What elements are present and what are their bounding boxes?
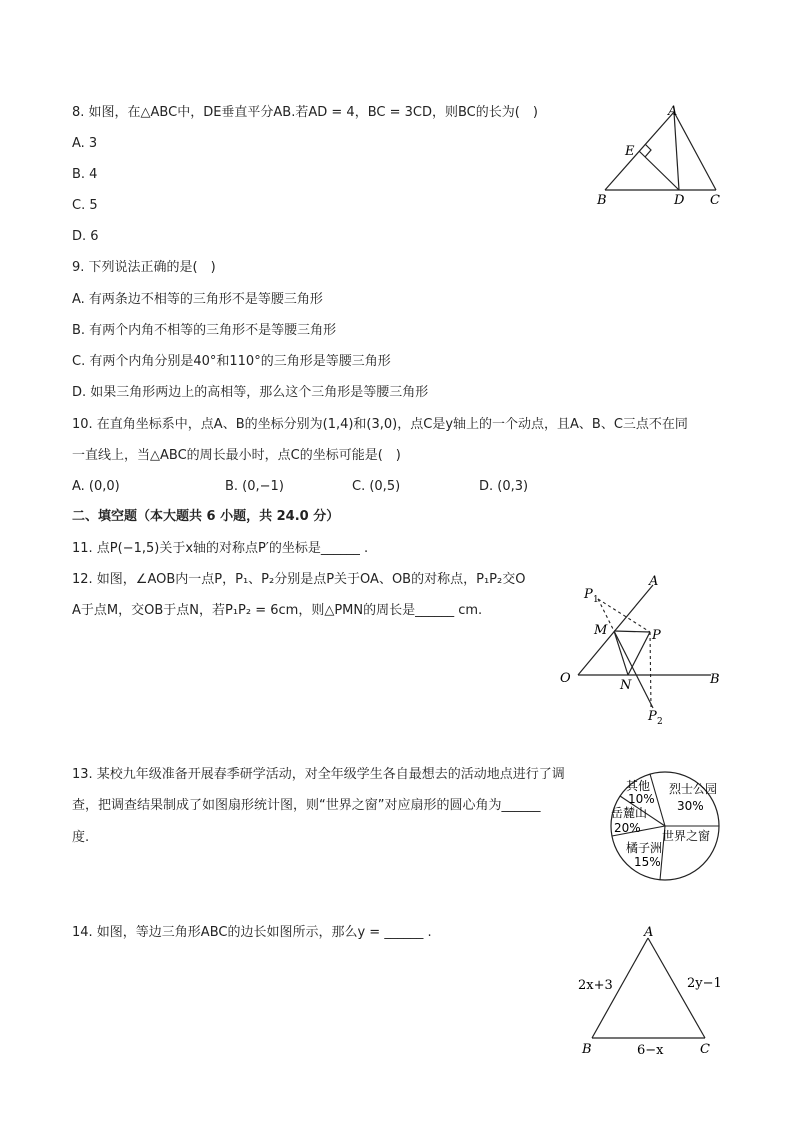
q10-option-d: D. (0,3): [479, 479, 529, 494]
pie-label-shijiezhichuang: 世界之窗: [662, 829, 711, 843]
q10-option-a: A. (0,0): [72, 479, 120, 494]
q9-option-a: A. 有两条边不相等的三角形不是等腰三角形: [72, 292, 323, 307]
q14-triangle-figure: [570, 920, 730, 1062]
q8-label-b: B: [597, 193, 607, 208]
q14-label-left-side: 2x+3: [578, 978, 613, 993]
pie-pct-other: 10%: [628, 792, 655, 806]
q14-label-b: B: [582, 1042, 592, 1057]
section-title: 二、填空题（本大题共 6 小题，共 24.0 分）: [72, 509, 340, 524]
q14-stem: 14. 如图，等边三角形ABC的边长如图所示，那么y = ______ .: [72, 925, 432, 940]
q12-stem-line1: 12. 如图，∠AOB内一点P，P₁、P₂分别是点P关于OA、OB的对称点，P₁P₂交O: [72, 572, 526, 587]
pie-label-juzizhou: 橘子洲: [626, 841, 663, 855]
q12-stem-line2: A于点M，交OB于点N，若P₁P₂ = 6cm，则△PMN的周长是______ cm.: [72, 603, 483, 618]
q13-stem-line3: 度.: [72, 830, 90, 845]
q9-stem: 9. 下列说法正确的是( ): [72, 260, 216, 275]
q8-label-a: A: [668, 104, 678, 119]
q10-option-b: B. (0,−1): [225, 479, 284, 494]
q14-label-c: C: [700, 1042, 710, 1057]
q13-stem-line1: 13. 某校九年级准备开展春季研学活动，对全年级学生各自最想去的活动地点进行了调: [72, 767, 565, 782]
q12-label-p1-sub: 1: [593, 595, 599, 605]
q12-label-p2: P: [648, 709, 657, 724]
q12-label-a: A: [649, 574, 659, 589]
q12-label-o: O: [560, 671, 571, 686]
q10-stem-line1: 10. 在直角坐标系中，点A、B的坐标分别为(1,4)和(3,0)，点C是y轴上的一个动点，且A、B、C三点不在同: [72, 417, 688, 432]
q12-label-p: P: [652, 628, 661, 643]
q9-option-b: B. 有两个内角不相等的三角形不是等腰三角形: [72, 323, 337, 338]
q14-label-a: A: [644, 925, 654, 940]
q14-label-bottom-side: 6−x: [637, 1043, 664, 1058]
q10-option-c: C. (0,5): [352, 479, 401, 494]
pie-label-lieshi: 烈士公园: [669, 782, 718, 796]
pie-label-other: 其他: [626, 779, 651, 793]
pie-pct-yuelushan: 20%: [614, 821, 641, 835]
q8-triangle-figure: [590, 98, 730, 210]
pie-label-yuelushan: 岳麓山: [611, 806, 648, 820]
q12-label-m: M: [594, 623, 608, 638]
q8-option-a: A. 3: [72, 136, 98, 151]
q12-label-n: N: [620, 678, 632, 693]
q12-label-p2-sub: 2: [657, 717, 663, 727]
q8-stem: 8. 如图，在△ABC中，DE垂直平分AB.若AD = 4，BC = 3CD，则BC的长为( ): [72, 105, 538, 120]
pie-pct-lieshi: 30%: [677, 799, 704, 813]
q9-option-c: C. 有两个内角分别是40°和110°的三角形是等腰三角形: [72, 354, 391, 369]
q8-label-d: D: [674, 193, 685, 208]
q13-stem-line2: 查，把调查结果制成了如图扇形统计图，则“世界之窗”对应扇形的圆心角为______: [72, 798, 541, 813]
q14-label-right-side: 2y−1: [687, 976, 722, 991]
q8-option-b: B. 4: [72, 167, 98, 182]
q12-label-p1: P: [584, 587, 593, 602]
q12-angle-figure: [556, 568, 736, 728]
q8-option-c: C. 5: [72, 198, 98, 213]
q8-option-d: D. 6: [72, 229, 99, 244]
q8-label-c: C: [710, 193, 720, 208]
q10-stem-line2: 一直线上，当△ABC的周长最小时，点C的坐标可能是( ): [72, 448, 401, 463]
q8-label-e: E: [625, 144, 635, 159]
q11-stem: 11. 点P(−1,5)关于x轴的对称点P′的坐标是______ .: [72, 541, 369, 556]
q12-label-b: B: [710, 672, 720, 687]
pie-pct-juzizhou: 15%: [634, 855, 661, 869]
q13-pie-chart: [602, 770, 726, 882]
q9-option-d: D. 如果三角形两边上的高相等，那么这个三角形是等腰三角形: [72, 385, 429, 400]
